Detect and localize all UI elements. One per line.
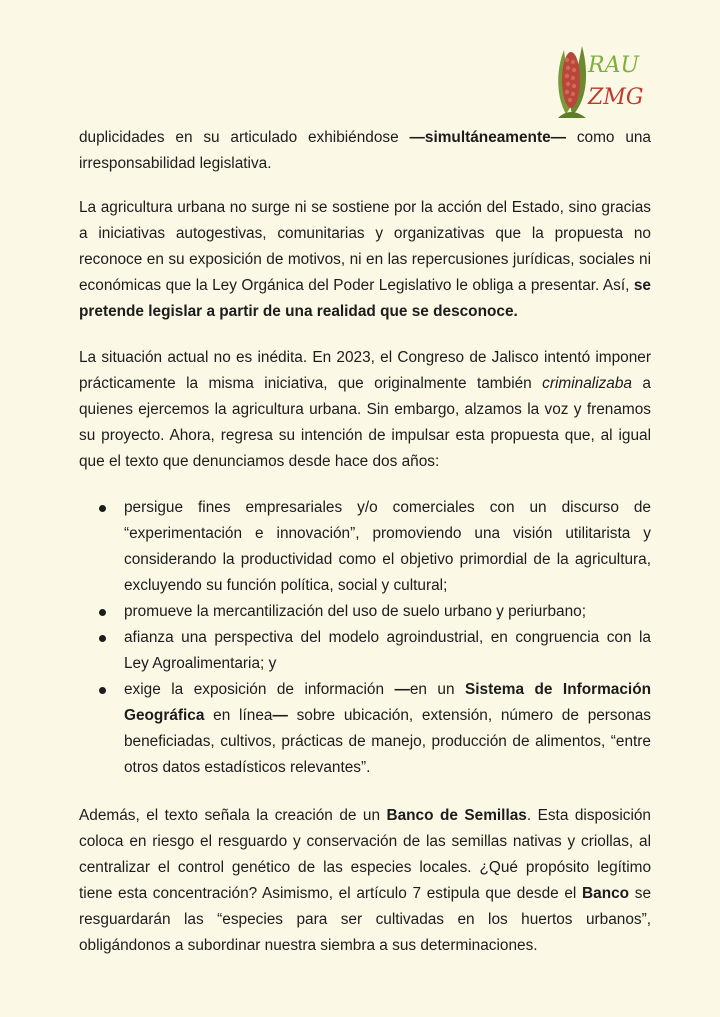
bullet-icon	[99, 609, 106, 616]
paragraph-2: La agricultura urbana no surge ni se sostiene por la acción del Estado, sino gracias a iniciativas autogestivas, comunitarias y organizativas que la propuesta no reconoce en su exposición de motivos, ni en las repercusiones jurídicas, sociales ni económicas que la Ley Orgánica del Poder Legislativo le obliga a presentar. Así, se pretende legislar a partir de una realidad que se desconoce.	[79, 199, 651, 320]
bullet-icon	[99, 635, 106, 642]
list-item: promueve la mercantilización del uso de suelo urbano y periurbano;	[79, 599, 651, 625]
bullet-icon	[99, 687, 106, 694]
paragraph-3: La situación actual no es inédita. En 2023, el Congreso de Jalisco intentó imponer prácticamente la misma iniciativa, que originalmente también criminalizaba a quienes ejercemos la agricultura urbana. Sin embargo, alzamos la voz y frenamos su proyecto. Ahora, regresa su intención de impulsar esta propuesta que, al igual que el texto que denunciamos desde hace dos años:	[79, 349, 651, 470]
logo-text-line2: ZMG	[588, 85, 644, 110]
bullet-icon	[99, 505, 106, 512]
corn-logo-graphic	[552, 40, 652, 120]
document-body	[79, 125, 651, 979]
list-item: persigue fines empresariales y/o comerciales con un discurso de “experimentación e innovación”, promoviendo una visión utilitarista y considerando la productividad como el objetivo primordial de la agricultura, excluyendo su función política, social y cultural;	[79, 495, 651, 599]
paragraph-4: Además, el texto señala la creación de un Banco de Semillas. Esta disposición coloca en riesgo el resguardo y conservación de las semillas nativas y criollas, al centralizar el control genético de las especies locales. ¿Qué propósito legítimo tiene esta concentración? Asimismo, el artículo 7 estipula que desde el Banco se resguardarán las “especies para ser cultivadas en los huertos urbanos”, obligándonos a subordinar nuestra siembra a sus determinaciones.	[79, 807, 652, 954]
bullet-list	[79, 495, 651, 781]
list-item: afianza una perspectiva del modelo agroindustrial, en congruencia con la Ley Agroalimentaria; y	[79, 625, 651, 677]
paragraph-1: duplicidades en su articulado exhibiéndose —simultáneamente— como una irresponsabilidad legislativa.	[79, 129, 651, 172]
rau-zmg-logo	[552, 40, 652, 120]
logo-text-line1: RAU	[588, 53, 639, 78]
list-item: exige la exposición de información —en un Sistema de Información Geográfica en línea— sobre ubicación, extensión, número de personas beneficiadas, cultivos, prácticas de manejo, producción de alimentos, “entre otros datos estadísticos relevantes”.	[79, 677, 651, 781]
